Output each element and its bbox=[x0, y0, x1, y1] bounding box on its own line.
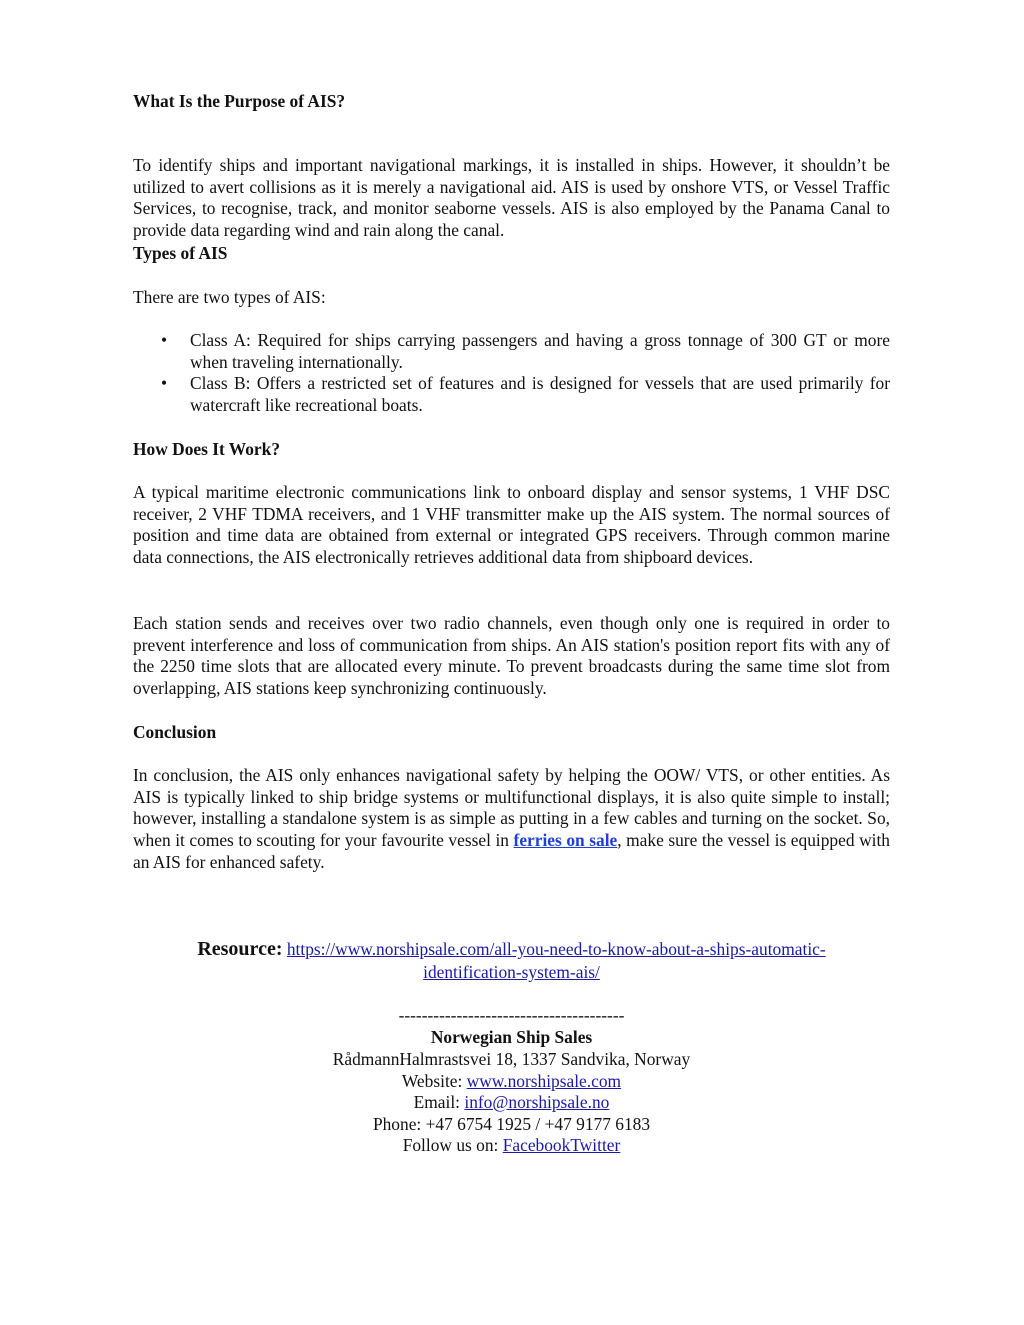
ferries-on-sale-link[interactable]: ferries on sale bbox=[513, 830, 618, 851]
follow-label: Follow us on: bbox=[402, 1135, 503, 1155]
resource-label: Resource: bbox=[197, 938, 283, 960]
list-item-text: Class A: Required for ships carrying passengers and having a gross tonnage of 300 GT or more when traveling internationally. bbox=[190, 330, 890, 372]
heading-types: Types of AIS bbox=[133, 243, 228, 263]
paragraph-conclusion bbox=[133, 765, 890, 874]
website-link[interactable]: www.norshipsale.com bbox=[466, 1071, 622, 1091]
list-item bbox=[133, 330, 890, 373]
bullet-icon: • bbox=[161, 330, 168, 350]
conclusion-text-before: In conclusion, the AIS only enhances navigational safety by helping the OOW/ VTS, or other entities. As AIS is typically linked to ship bridge systems or multifunctional displays, it is also quite simple to install; however, installing a standalone system is as simple as putting in a few cables and turning on the socket. So, when it comes to scouting for your favourite vessel in bbox=[133, 765, 890, 851]
paragraph-purpose: To identify ships and important navigational markings, it is installed in ships. However, it shouldn’t be utilized to avert collisions as it is merely a navigational aid. AIS is used by onshore VTS, or Vessel Traffic Services, to recognise, track, and monitor seaborne vessels. AIS is also employed by the Panama Canal to provide data regarding wind and rain along the canal. bbox=[133, 155, 890, 241]
resource-link-line1[interactable]: https://www.norshipsale.com/all-you-need-to-know-about-a-ships-automatic- bbox=[286, 939, 826, 959]
footer-phone: Phone: +47 6754 1925 / +47 9177 6183 bbox=[372, 1114, 651, 1134]
heading-conclusion: Conclusion bbox=[133, 722, 217, 742]
footer-company: Norwegian Ship Sales bbox=[430, 1027, 593, 1047]
resource-line bbox=[133, 939, 890, 961]
resource-link-line2[interactable]: identification-system-ais/ bbox=[423, 962, 600, 982]
bullet-icon: • bbox=[161, 373, 168, 394]
list-item-text: Class B: Offers a restricted set of features and is designed for vessels that are used primarily for watercraft like recreational boats. bbox=[190, 373, 890, 416]
footer-follow bbox=[133, 1135, 890, 1157]
footer-divider: --------------------------------------- bbox=[398, 1005, 625, 1025]
footer-address: RådmannHalmrastsvei 18, 1337 Sandvika, Norway bbox=[332, 1049, 691, 1069]
email-link[interactable]: info@norshipsale.no bbox=[464, 1092, 610, 1112]
conclusion-text-after: , make sure the vessel is equipped with an AIS for enhanced safety. bbox=[133, 830, 890, 872]
website-label: Website: bbox=[401, 1071, 467, 1091]
twitter-link[interactable]: Twitter bbox=[570, 1135, 621, 1155]
heading-how: How Does It Work? bbox=[133, 439, 281, 459]
heading-purpose: What Is the Purpose of AIS? bbox=[133, 91, 346, 111]
list-item bbox=[133, 373, 890, 416]
facebook-link[interactable]: Facebook bbox=[502, 1135, 571, 1155]
footer-email bbox=[133, 1092, 890, 1114]
footer-website bbox=[133, 1071, 890, 1093]
resource-line-2 bbox=[133, 962, 890, 984]
paragraph-how-2: Each station sends and receives over two radio channels, even though only one is required in order to prevent interference and loss of communication from ships. An AIS station's position report fits with any of the 2250 time slots that are allocated every minute. To prevent broadcasts during the same time slot from overlapping, AIS stations keep synchronizing continuously. bbox=[133, 613, 890, 699]
paragraph-how-1: A typical maritime electronic communications link to onboard display and sensor systems, 1 VHF DSC receiver, 2 VHF TDMA receivers, and 1 VHF transmitter make up the AIS system. The normal sources of position and time data are obtained from external or integrated GPS receivers. Through common marine data connections, the AIS electronically retrieves additional data from shipboard devices. bbox=[133, 482, 890, 568]
types-list bbox=[133, 330, 890, 417]
email-label: Email: bbox=[413, 1092, 465, 1112]
paragraph-types-intro: There are two types of AIS: bbox=[133, 287, 326, 307]
